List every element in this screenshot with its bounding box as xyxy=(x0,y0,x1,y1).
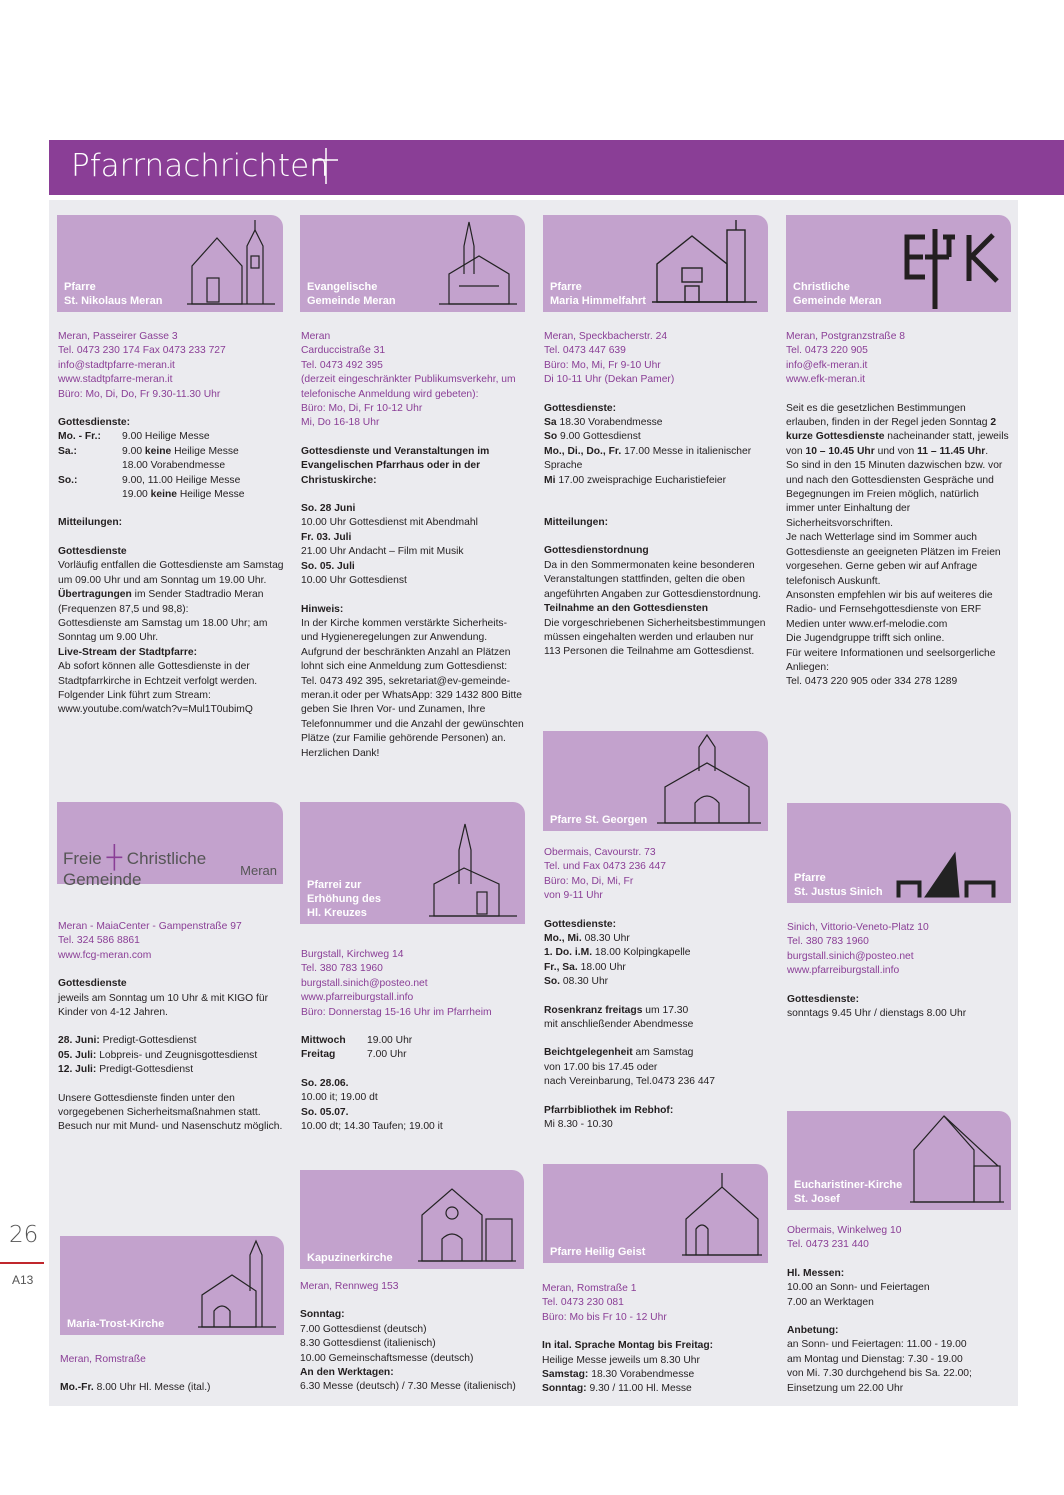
himmelfahrt-info xyxy=(544,330,768,660)
office-hours: Büro: Mo, Di, Fr 10-12 Uhr xyxy=(301,403,423,415)
card-evangelisch xyxy=(300,215,525,312)
card-title: Maria-Trost-Kirche xyxy=(67,1318,165,1330)
subheading: Live-Stream der Stadtpfarre: xyxy=(58,646,198,658)
paragraph: Je nach Wetterlage sind im Sommer auch Gottesdienste an geeigneten Plätzen im Freien vorgesehen. Gerne geben wir auf Anfrage telefonisch Auskunft. xyxy=(786,532,1001,587)
address: Meran, Romstraße 1 xyxy=(542,1283,637,1294)
paragraph: In der Kirche kommen verstärkte Sicherheits- und Hygieneregelungen zur Anwendung. Aufgrund der beschränkten Anzahl an Plätzen lohnt sich eine Anmeldung zum Gottesdienst: Tel. 0473 492 395, sekretariat@ev-gemeinde-meran.it oder per WhatsApp: 329 1432 800 Bitte geben Sie Ihren Vor- und Zunamen, Ihre Telefonnummer und die Anzahl der gewünschten Plätze (zur Familie gehörende Personen) an. Herzlichen Dank! xyxy=(301,617,524,759)
services-heading: Gottesdienste und Veranstaltungen im Evangelischen Pfarrhaus oder in der Christuskirche: xyxy=(301,445,490,486)
card-title: Pfarre Maria Himmelfahrt xyxy=(550,281,646,307)
address: Meran - MaiaCenter - Gampenstraße 97 xyxy=(58,921,242,932)
event: 10.00 dt; 14.30 Taufen; 19.00 it xyxy=(301,1121,443,1133)
office-hours: Büro: Mo, Mi, Fr 9-10 Uhr xyxy=(544,359,661,371)
mariatrost-info xyxy=(60,1353,284,1396)
date: So. 28 Juni xyxy=(301,503,356,515)
fcg-logo-sub: Meran xyxy=(240,863,277,878)
address: Meran, Postgranzstraße 8 xyxy=(786,331,906,342)
schedule-line: am Montag und Dienstag: 7.30 - 19.00 xyxy=(787,1353,963,1365)
subheading: Anbetung: xyxy=(787,1325,839,1337)
event: 10.00 Uhr Gottesdienst xyxy=(301,575,407,587)
notices-heading: Mitteilungen: xyxy=(58,517,123,529)
office-hours: Di 10-11 Uhr (Dekan Pamer) xyxy=(544,374,675,386)
kreuz-info xyxy=(301,948,525,1134)
page-title: Pfarrnachrichten xyxy=(71,148,329,184)
phone: Tel. 0473 447 639 xyxy=(544,345,626,357)
address: Obermais, Cavourstr. 73 xyxy=(544,847,656,858)
church-drawing-icon xyxy=(652,216,762,308)
paragraph: Vorläufig entfallen die Gottesdienste am Samstag um 09.00 Uhr und am Sonntag um 19.00 Uhr. xyxy=(58,560,284,586)
date: So. 28.06. xyxy=(301,1077,349,1089)
card-christlich xyxy=(786,215,1011,312)
card-himmelfahrt xyxy=(543,215,768,312)
church-drawing-icon xyxy=(187,216,277,308)
subheading: Teilnahme an den Gottesdiensten xyxy=(544,603,709,615)
schedule-line: 28. Juni: Predigt-Gottesdienst xyxy=(58,1035,197,1047)
church-drawing-icon xyxy=(418,1179,518,1265)
paragraph: Da in den Sommermonaten keine besonderen Veranstaltungen stattfinden, gelten die oben angeführten Angaben zur Gottesdienstordnung. xyxy=(544,559,761,600)
office-hours: Büro: Mo, Di, Do, Fr 9.30-11.30 Uhr xyxy=(58,388,221,400)
schedule-line: Mi 17.00 zweisprachige Eucharistiefeier xyxy=(544,474,727,486)
subheading: Sonntag: xyxy=(300,1309,345,1321)
date: So. 05.07. xyxy=(301,1106,349,1118)
date: Fr. 03. Juli xyxy=(301,531,352,543)
cross-icon: ┼ xyxy=(106,844,123,869)
paragraph: jeweils am Sonntag um 10 Uhr & mit KIGO für Kinder von 4-12 Jahren. xyxy=(58,992,269,1019)
schedule-line: Fr., Sa. 18.00 Uhr xyxy=(544,961,626,973)
card-title: Pfarrei zur Erhöhung des Hl. Kreuzes xyxy=(307,879,381,919)
address: Meran, Passeirer Gasse 3 xyxy=(58,331,178,342)
address: Meran, Speckbacherstr. 24 xyxy=(544,331,668,342)
notice-heading: Hinweis: xyxy=(301,603,344,615)
schedule-line: 10.00 an Sonn- und Feiertagen xyxy=(787,1282,930,1294)
phone: Tel. 380 783 1960 xyxy=(787,936,869,948)
card-heiliggeist xyxy=(543,1164,768,1263)
kapuziner-info xyxy=(300,1280,528,1395)
schedule-line: Mo., Di., Do., Fr. 17.00 Messe in italienischer Sprache xyxy=(544,445,752,472)
website-link[interactable]: www.efk-meran.it xyxy=(786,374,865,386)
page-code: A13 xyxy=(12,1273,34,1287)
card-kreuz xyxy=(300,802,525,924)
services-heading: Gottesdienste: xyxy=(544,918,617,930)
website-link[interactable]: www.fcg-meran.com xyxy=(58,949,152,961)
phone: Tel. 0473 231 440 xyxy=(787,1239,869,1251)
card-title: Pfarre St. Nikolaus Meran xyxy=(64,281,163,307)
phone: Tel. und Fax 0473 236 447 xyxy=(544,861,666,873)
website-link[interactable]: www.pfarreiburgstall.info xyxy=(301,992,414,1004)
office-hours: Mi, Do 16-18 Uhr xyxy=(301,417,380,429)
email-link[interactable]: info@stadtpfarre-meran.it xyxy=(58,359,175,371)
schedule-line: 12. Juli: Predigt-Gottesdienst xyxy=(58,1064,194,1076)
subheading: Gottesdienstordnung xyxy=(544,545,649,557)
schedule-line: von 17.00 bis 17.45 oder xyxy=(544,1061,658,1073)
schedule-row: Sa.: 9.00 keine Heilige Messe 18.00 Vorabendmesse xyxy=(58,445,239,472)
paragraph: Ansonsten empfehlen wir bis auf weiteres die Radio- und Fernsehgottesdienste von ERF Medien unter www.erf-melodie.com xyxy=(786,589,993,630)
paragraph: Die Jugendgruppe trifft sich online. xyxy=(786,633,945,645)
schedule-line: Mo.-Fr. 8.00 Uhr Hl. Messe (ital.) xyxy=(60,1382,211,1394)
schedule-line: Sonntag: 9.30 / 11.00 Hl. Messe xyxy=(542,1383,692,1395)
notices-heading: Mitteilungen: xyxy=(544,517,609,529)
paragraph: Unsere Gottesdienste finden unter den vorgegebenen Sicherheitsmaßnahmen statt. Besuch nur mit Mund- und Nasenschutz möglich. xyxy=(58,1092,283,1133)
office-hours: von 9-11 Uhr xyxy=(544,890,603,902)
fcg-info xyxy=(58,920,284,1135)
schedule-line: 7.00 Gottesdienst (deutsch) xyxy=(300,1323,427,1335)
schedule-line: mit anschließender Abendmesse xyxy=(544,1019,694,1031)
city: Meran xyxy=(301,331,331,342)
schedule-line: Heilige Messe jeweils um 8.30 Uhr xyxy=(542,1354,700,1366)
schedule-line: Sa 18.30 Vorabendmesse xyxy=(544,417,663,429)
page-number-divider xyxy=(0,1262,44,1264)
subheading: An den Werktagen: xyxy=(300,1367,394,1379)
date: So. 05. Juli xyxy=(301,560,355,572)
schedule-line: 05. Juli: Lobpreis- und Zeugnisgottesdienst xyxy=(58,1049,258,1061)
card-georgen xyxy=(543,731,768,831)
paragraph: Für weitere Informationen und seelsorgerliche Anliegen: xyxy=(786,647,996,673)
card-title: Pfarre Heilig Geist xyxy=(550,1246,646,1258)
paragraph: Übertragungen im Sender Stadtradio Meran (Frequenzen 87,5 und 98,8): xyxy=(58,589,264,615)
event: 21.00 Uhr Andacht – Film mit Musik xyxy=(301,546,464,558)
schedule-line: Rosenkranz freitags um 17.30 xyxy=(544,1004,689,1016)
schedule-line: an Sonn- und Feiertagen: 11.00 - 19.00 xyxy=(787,1339,967,1351)
section-header xyxy=(49,140,1064,195)
card-justus xyxy=(787,803,1011,903)
schedule-line: 8.30 Gottesdienst (italienisch) xyxy=(300,1338,436,1350)
note: (derzeit eingeschränkter Publikumsverkehr, um telefonische Anmeldung wird gebeten): xyxy=(301,374,516,400)
phone: Tel. 0473 230 174 Fax 0473 233 727 xyxy=(58,345,226,357)
address: Meran, Romstraße xyxy=(60,1354,146,1365)
church-drawing-icon xyxy=(682,1169,762,1259)
paragraph: So sind in den 15 Minuten dazwischen bzw. vor und nach den Gottesdiensten Gespräche und Begegnungen im Freien möglich, natürlich immer unter Einhaltung der Sicherheitsvorschriften. xyxy=(786,460,1003,529)
schedule-row: So.: 9.00, 11.00 Heilige Messe 19.00 keine Heilige Messe xyxy=(58,474,245,501)
paragraph: Seit es die gesetzlichen Bestimmungen erlauben, finden in der Regel jeden Sonntag 2 kurze Gottesdienste nacheinander statt, jeweils von 10 – 10.45 Uhr und von 11 – 11.45 Uhr. xyxy=(786,402,1009,457)
paragraph: Tel. 0473 220 905 oder 334 278 1289 xyxy=(786,676,958,688)
schedule-line: Einsetzung um 22.00 Uhr xyxy=(787,1382,904,1394)
card-title: Pfarre St. Justus Sinich xyxy=(794,872,883,898)
church-drawing-icon xyxy=(429,820,519,920)
church-drawing-icon xyxy=(439,216,519,308)
phone: Tel. 0473 492 395 xyxy=(301,359,383,371)
justus-info xyxy=(787,921,1011,1021)
card-kapuziner xyxy=(300,1170,524,1269)
church-drawing-icon xyxy=(657,731,762,827)
services-heading: Gottesdienste xyxy=(58,978,127,990)
phone: Tel. 0473 230 081 xyxy=(542,1297,624,1309)
fcg-logo-text: Freie ┼ Christliche Gemeinde xyxy=(63,844,207,889)
services-heading: Gottesdienste: xyxy=(544,402,617,414)
website-link[interactable]: www.pfarreiburgstall.info xyxy=(787,965,900,977)
email-link[interactable]: burgstall.sinich@posteo.net xyxy=(301,977,428,989)
card-title: Pfarre St. Georgen xyxy=(550,814,648,826)
card-title: Evangelische Gemeinde Meran xyxy=(307,281,396,307)
phone: Tel. 324 586 8861 xyxy=(58,935,140,947)
church-drawing-icon xyxy=(910,1110,1005,1206)
schedule-row: Mo. - Fr.: 9.00 Heilige Messe xyxy=(58,431,210,443)
phone: Tel. 0473 220 905 xyxy=(786,345,868,357)
georgen-info xyxy=(544,846,768,1133)
address: Carduccistraße 31 xyxy=(301,345,386,357)
card-fcg xyxy=(57,802,283,889)
christlich-info xyxy=(786,330,1010,690)
schedule-line: Mo., Mi. 08.30 Uhr xyxy=(544,933,630,945)
event: 10.00 it; 19.00 dt xyxy=(301,1092,378,1104)
email-link[interactable]: burgstall.sinich@posteo.net xyxy=(787,950,914,962)
card-mariatrost xyxy=(60,1236,284,1335)
schedule-row: Mittwoch 19.00 Uhr xyxy=(301,1035,413,1047)
services-heading: Gottesdienste: xyxy=(58,417,131,429)
address: Meran, Rennweg 153 xyxy=(300,1281,399,1292)
schedule-line: 6.30 Messe (deutsch) / 7.30 Messe (italienisch) xyxy=(300,1381,516,1393)
schedule-line: nach Vereinbarung, Tel.0473 236 447 xyxy=(544,1076,715,1088)
paragraph: Gottesdienste am Samstag um 18.00 Uhr; am Sonntag um 9.00 Uhr. xyxy=(58,617,268,644)
schedule-line: von Mi. 7.30 durchgehend bis Sa. 22.00; xyxy=(787,1368,972,1380)
card-nikolaus xyxy=(57,215,283,312)
schedule-row: Freitag 7.00 Uhr xyxy=(301,1049,407,1061)
heiliggeist-info xyxy=(542,1282,768,1397)
paragraph: Ab sofort können alle Gottesdienste in der Stadtpfarrkirche in Echtzeit verfolgt werden. Folgender Link führt zum Stream: xyxy=(58,661,258,701)
schedule-line: 1. Do. i.M. 18.00 Kolpingkapelle xyxy=(544,947,691,959)
eucharistiner-info xyxy=(787,1224,1011,1396)
card-eucharistiner xyxy=(787,1111,1011,1210)
address: Sinich, Vittorio-Veneto-Platz 10 xyxy=(787,922,929,933)
schedule-line: sonntags 9.45 Uhr / dienstags 8.00 Uhr xyxy=(787,1008,967,1020)
phone: Tel. 380 783 1960 xyxy=(301,963,383,975)
office-hours: Büro: Mo bis Fr 10 - 12 Uhr xyxy=(542,1311,667,1323)
card-title: Christliche Gemeinde Meran xyxy=(793,281,882,307)
schedule-line: 7.00 an Werktagen xyxy=(787,1296,874,1308)
services-heading: Gottesdienste: xyxy=(787,993,860,1005)
schedule-line: So. 08.30 Uhr xyxy=(544,976,609,988)
evangelisch-info xyxy=(301,330,525,761)
card-title: Kapuzinerkirche xyxy=(307,1252,393,1264)
address: Obermais, Winkelweg 10 xyxy=(787,1225,902,1236)
subheading: Gottesdienste xyxy=(58,545,127,557)
cross-icon xyxy=(311,146,341,186)
address: Burgstall, Kirchweg 14 xyxy=(301,949,404,960)
schedule-line: So 9.00 Gottesdienst xyxy=(544,431,641,443)
nikolaus-info xyxy=(58,330,284,718)
website-link[interactable]: www.stadtpfarre-meran.it xyxy=(58,374,173,386)
schedule-line: Samstag: 18.30 Vorabendmesse xyxy=(542,1369,695,1381)
paragraph: Die vorgeschriebenen Sicherheitsbestimmungen müssen eingehalten werden und erlauben nur 113 Personen die Teilnahme am Gottesdienst. xyxy=(544,617,766,658)
schedule-line: Beichtgelegenheit am Samstag xyxy=(544,1047,694,1059)
schedule-line: Mi 8.30 - 10.30 xyxy=(544,1119,613,1131)
card-title: Eucharistiner-Kirche St. Josef xyxy=(794,1179,903,1205)
event: 10.00 Uhr Gottesdienst mit Abendmahl xyxy=(301,517,478,529)
subheading: Pfarrbibliothek im Rebhof: xyxy=(544,1104,674,1116)
office-hours: Büro: Donnerstag 15-16 Uhr im Pfarrheim xyxy=(301,1006,492,1018)
subheading: Hl. Messen: xyxy=(787,1267,845,1279)
page-number: 26 xyxy=(9,1222,39,1248)
office-hours: Büro: Mo, Di, Mi, Fr xyxy=(544,875,634,887)
efk-logo-icon xyxy=(895,221,1005,311)
stream-link[interactable]: www.youtube.com/watch?v=Mul1T0ubimQ xyxy=(58,704,253,716)
email-link[interactable]: info@efk-meran.it xyxy=(786,359,868,371)
subheading: In ital. Sprache Montag bis Freitag: xyxy=(542,1340,714,1352)
schedule-line: 10.00 Gemeinschaftsmesse (deutsch) xyxy=(300,1352,474,1364)
church-drawing-icon xyxy=(198,1235,278,1331)
church-drawing-icon xyxy=(895,839,1005,899)
